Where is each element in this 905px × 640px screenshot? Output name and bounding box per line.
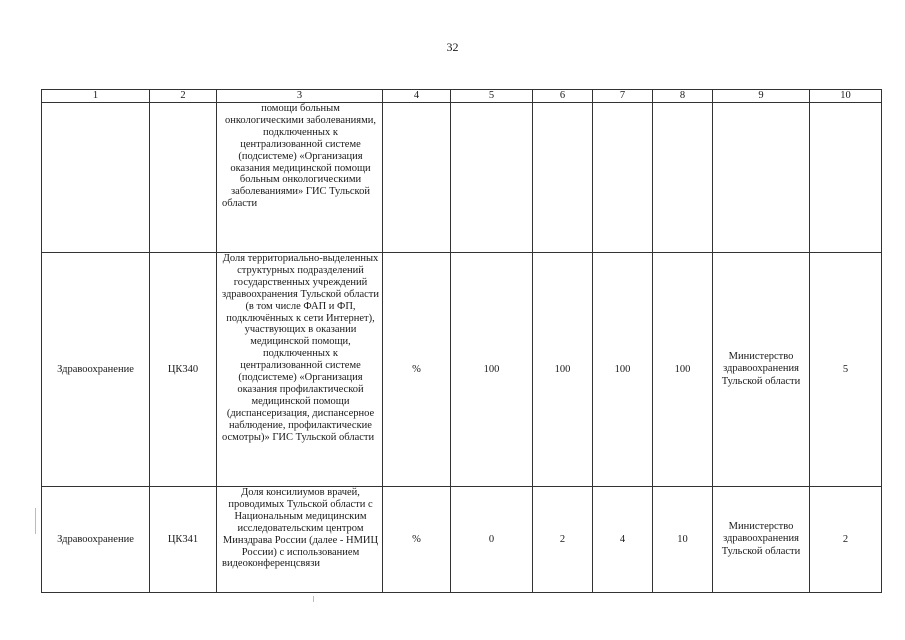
value-cell: 10: [653, 487, 713, 593]
column-header: 3: [217, 90, 383, 103]
column-header: 8: [653, 90, 713, 103]
value-cell: 2: [533, 487, 593, 593]
value-cell: 2: [810, 487, 882, 593]
value-cell: 100: [653, 253, 713, 487]
value-cell: 5: [810, 253, 882, 487]
indicators-table: [41, 89, 882, 593]
scan-artifact-tick: [313, 596, 314, 602]
value-cell: 100: [533, 253, 593, 487]
table-row: [42, 253, 882, 487]
column-header: 1: [42, 90, 150, 103]
value-cell: 0: [451, 487, 533, 593]
code-cell: [150, 103, 217, 253]
value-cell: [653, 103, 713, 253]
description-cell: Доля консилиумов врачей, проводимых Тульской области с Национальным медицинским исследовательским центром Минздрава России (далее - НМИЦ России) с использованием видеоконференцсвязи: [217, 487, 383, 593]
responsible-cell: [713, 103, 810, 253]
value-cell: [810, 103, 882, 253]
column-header: 10: [810, 90, 882, 103]
column-header: 9: [713, 90, 810, 103]
column-header: 5: [451, 90, 533, 103]
sphere-cell: Здравоохранение: [42, 487, 150, 593]
responsible-cell: Министерство здравоохранения Тульской области: [713, 487, 810, 593]
header-row: [42, 90, 882, 103]
value-cell: 4: [593, 487, 653, 593]
sphere-cell: Здравоохранение: [42, 253, 150, 487]
value-cell: 100: [451, 253, 533, 487]
responsible-cell: Министерство здравоохранения Тульской области: [713, 253, 810, 487]
column-header: 7: [593, 90, 653, 103]
value-cell: [593, 103, 653, 253]
scan-artifact-line: [35, 508, 36, 534]
code-cell: ЦК340: [150, 253, 217, 487]
code-cell: ЦК341: [150, 487, 217, 593]
column-header: 6: [533, 90, 593, 103]
value-cell: [533, 103, 593, 253]
unit-cell: [383, 103, 451, 253]
table-row: [42, 103, 882, 253]
value-cell: 100: [593, 253, 653, 487]
table-row: [42, 487, 882, 593]
table-header: [42, 90, 882, 103]
column-header: 2: [150, 90, 217, 103]
page-number: 32: [446, 40, 459, 54]
description-cell: Доля территориально-выделенных структурных подразделений государственных учреждений здравоохранения Тульской области (в том числе ФАП и ФП, подключённых к сети Интернет), участвующих в оказании медицинской помощи, подключенных к централизованной системе (подсистеме) «Организация оказания профилактической медицинской помощи (диспансеризация, диспансерное наблюдение, профилактические осмотры)» ГИС Тульской области: [217, 253, 383, 487]
unit-cell: %: [383, 487, 451, 593]
column-header: 4: [383, 90, 451, 103]
unit-cell: %: [383, 253, 451, 487]
sphere-cell: [42, 103, 150, 253]
value-cell: [451, 103, 533, 253]
description-cell: помощи больным онкологическими заболеваниями, подключенных к централизованной системе (подсистеме) «Организация оказания медицинской помощи больным онкологическими заболеваниями» ГИС Тульской области: [217, 103, 383, 253]
